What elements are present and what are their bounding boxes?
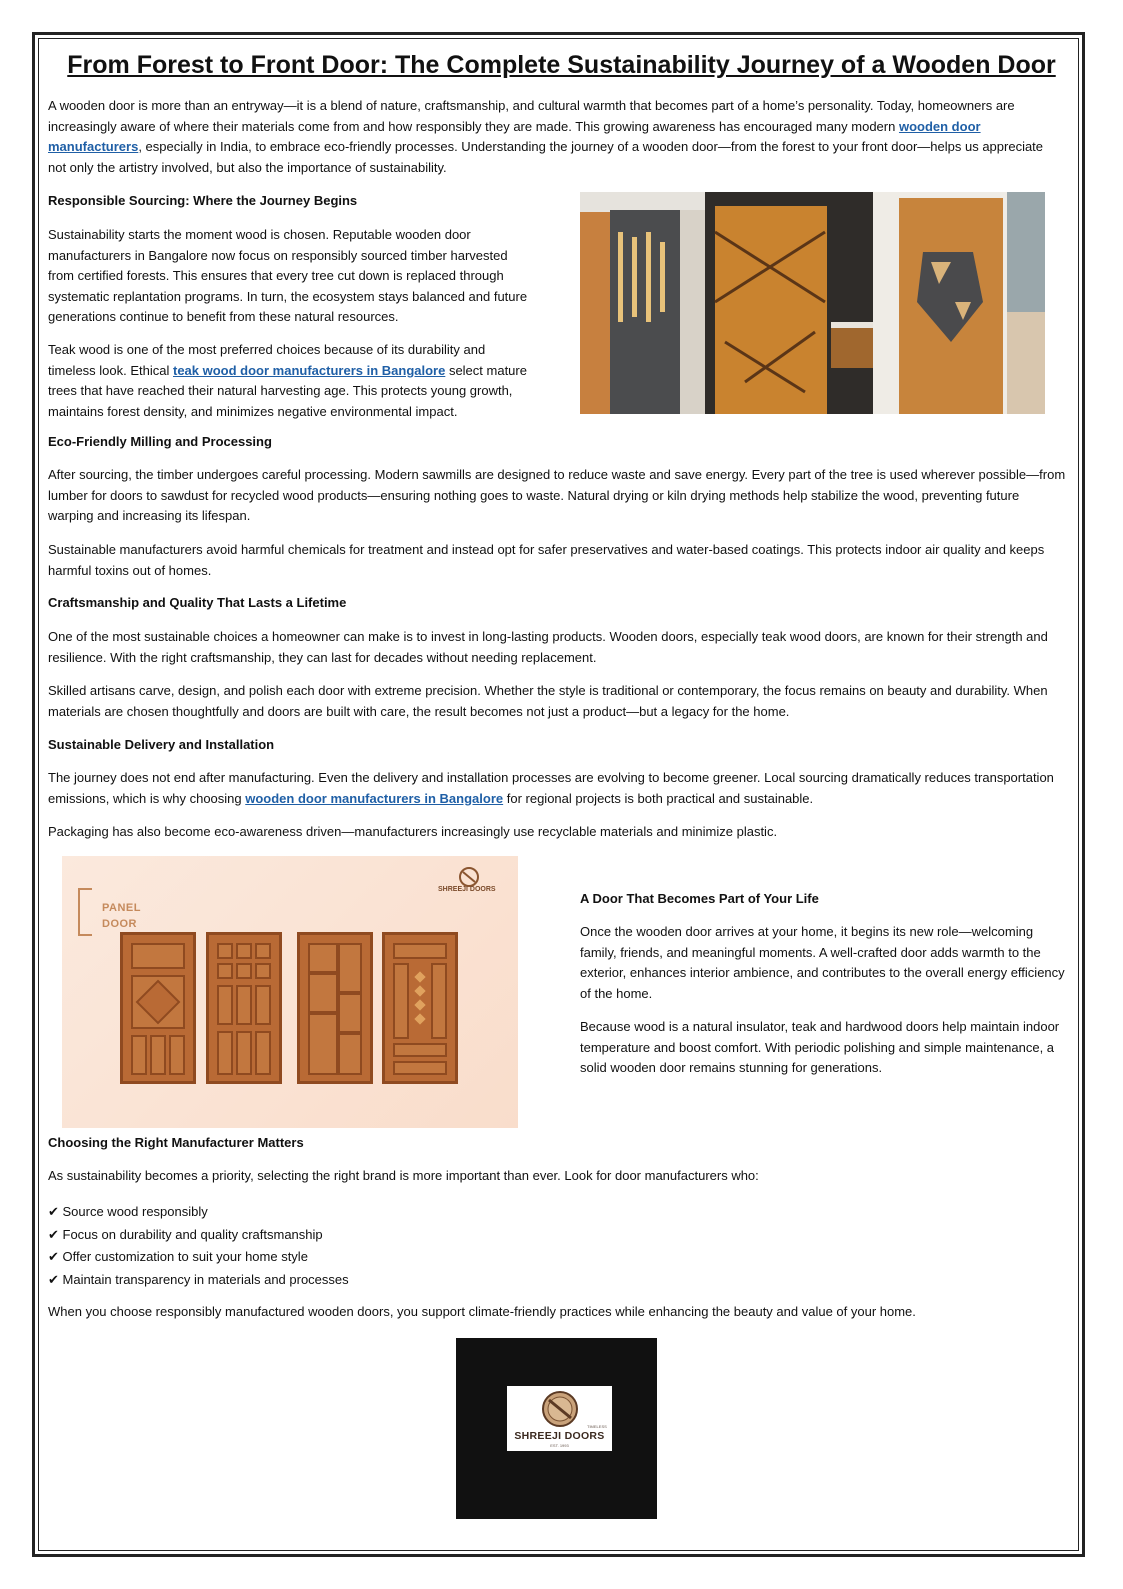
wooden-door-manufacturers-bangalore-link[interactable]: wooden door manufacturers in Bangalore xyxy=(245,790,504,806)
brand-logo-icon xyxy=(458,866,480,888)
sourcing-text-1: Teak wood is one of the most preferred choices because of its durability and timeless look. Ethical xyxy=(48,342,486,378)
delivery-paragraph-1 xyxy=(48,768,1064,809)
checklist-item: ✔ Source wood responsibly xyxy=(48,1204,208,1219)
logo-emblem-icon xyxy=(541,1390,579,1428)
checklist-item: ✔ Offer customization to suit your home style xyxy=(48,1249,308,1264)
panel-door-2 xyxy=(206,932,282,1084)
panel-door-3 xyxy=(297,932,373,1084)
door-gallery-image xyxy=(580,192,1045,414)
delivery-text-1: The journey does not end after manufacturing. Even the delivery and installation processes are evolving to become greener. Local sourcing dramatically reduces transportation emissions, which is why choosing xyxy=(48,770,1054,806)
choosing-paragraph: As sustainability becomes a priority, selecting the right brand is more important than ever. Look for door manufacturers who: xyxy=(48,1168,759,1183)
page-title: From Forest to Front Door: The Complete Sustainability Journey of a Wooden Door xyxy=(67,51,1056,79)
gallery-door-1 xyxy=(580,192,705,414)
life-paragraph-1: Once the wooden door arrives at your home, it begins its new role—welcoming family, friends, and meaningful moments. A well-crafted door adds warmth to the exterior, enhances interior ambience, and contributes to the overall energy efficiency of the home. xyxy=(580,924,1065,1001)
heading-sustainable-delivery: Sustainable Delivery and Installation xyxy=(48,737,275,752)
heading-craftsmanship: Craftsmanship and Quality That Lasts a Lifetime xyxy=(48,595,347,610)
gallery-door-2 xyxy=(705,192,873,414)
panel-door-image xyxy=(62,856,518,1128)
gallery-door-3 xyxy=(873,192,1045,414)
sourcing-paragraph-2 xyxy=(48,340,533,422)
sourcing-paragraph-1: Sustainability starts the moment wood is chosen. Reputable wooden door manufacturers in Bangalore now focus on responsibly sourced timber harvested from certified forests. This ensures that every tree cut down is replaced through systematic replantation programs. In turn, the ecosystem stays balanced and future generations continue to benefit from these natural resources. xyxy=(48,227,528,324)
heading-responsible-sourcing: Responsible Sourcing: Where the Journey Begins xyxy=(48,193,358,208)
panel-label-line-1: PANEL xyxy=(102,902,141,914)
checklist xyxy=(48,1201,648,1291)
teak-wood-door-manufacturers-link[interactable]: teak wood door manufacturers in Bangalore xyxy=(173,362,446,378)
heading-choosing-manufacturer: Choosing the Right Manufacturer Matters xyxy=(48,1135,304,1150)
intro-paragraph xyxy=(48,96,1064,178)
panel-door-label xyxy=(102,900,141,932)
panel-door-4 xyxy=(382,932,458,1084)
logo-brand-name: SHREEJI DOORS xyxy=(514,1430,605,1442)
wooden-door-manufacturers-link[interactable]: wooden door manufacturers xyxy=(48,118,981,154)
heading-part-of-your-life: A Door That Becomes Part of Your Life xyxy=(580,891,819,906)
delivery-text-2: for regional projects is both practical and sustainable. xyxy=(503,790,814,806)
checklist-item: ✔ Focus on durability and quality craftsmanship xyxy=(48,1226,323,1242)
milling-paragraph-2: Sustainable manufacturers avoid harmful chemicals for treatment and instead opt for safer preservatives and water-based coatings. This protects indoor air quality and keeps harmful toxins out of homes. xyxy=(48,542,1045,578)
panel-label-bracket xyxy=(78,888,92,936)
sourcing-text-2: select mature trees that have reached their natural harvesting age. This protects young growth, maintains forest density, and minimizes negative environmental impact. xyxy=(48,362,527,419)
logo-tagline: TIMELESS xyxy=(587,1424,607,1429)
heading-eco-friendly-milling: Eco-Friendly Milling and Processing xyxy=(48,434,272,449)
milling-paragraph-1: After sourcing, the timber undergoes careful processing. Modern sawmills are designed to reduce waste and save energy. Every part of the tree is used wherever possible—from lumber for doors to sawdust for recycled wood products—ensuring nothing goes to waste. Natural drying or kiln drying methods help stabilize the wood, preventing future warping and increasing its lifespan. xyxy=(48,467,1066,523)
logo-card xyxy=(507,1386,612,1451)
panel-door-1 xyxy=(120,932,196,1084)
logo-established: EST. 1993 xyxy=(550,1443,569,1448)
delivery-paragraph-2: Packaging has also become eco-awareness driven—manufacturers increasingly use recyclable materials and minimize plastic. xyxy=(48,824,778,839)
intro-text-2: , especially in India, to embrace eco-friendly processes. Understanding the journey of a wooden door—from the forest to your front door—helps us appreciate not only the artistry involved, but also the importance of sustainability. xyxy=(48,139,1044,175)
intro-text-1: A wooden door is more than an entryway—it is a blend of nature, craftsmanship, and cultural warmth that becomes part of a home’s personality. Today, homeowners are increasingly aware of where their materials come from and how responsibly they are made. This growing awareness has encouraged many modern xyxy=(48,98,1015,134)
craft-paragraph-1: One of the most sustainable choices a homeowner can make is to invest in long-lasting products. Wooden doors, especially teak wood doors, are known for their strength and resilience. With the right craftsmanship, they can last for decades without needing replacement. xyxy=(48,629,1048,665)
company-logo-image xyxy=(456,1338,657,1519)
checklist-item: ✔ Maintain transparency in materials and processes xyxy=(48,1271,349,1287)
craft-paragraph-2: Skilled artisans carve, design, and polish each door with extreme precision. Whether the style is traditional or contemporary, the focus remains on beauty and durability. When materials are chosen thoughtfully and doors are built with care, the result becomes not just a product—but a legacy for the home. xyxy=(48,683,1048,719)
panel-brand-name: SHREEJI DOORS xyxy=(438,886,496,893)
life-paragraph-2: Because wood is a natural insulator, teak and hardwood doors help maintain indoor temperature and boost comfort. With periodic polishing and simple maintenance, a solid wooden door remains stunning for generations. xyxy=(580,1019,1060,1075)
panel-label-line-2: DOOR xyxy=(102,918,137,930)
closing-paragraph: When you choose responsibly manufactured wooden doors, you support climate-friendly practices while enhancing the beauty and value of your home. xyxy=(48,1304,916,1319)
